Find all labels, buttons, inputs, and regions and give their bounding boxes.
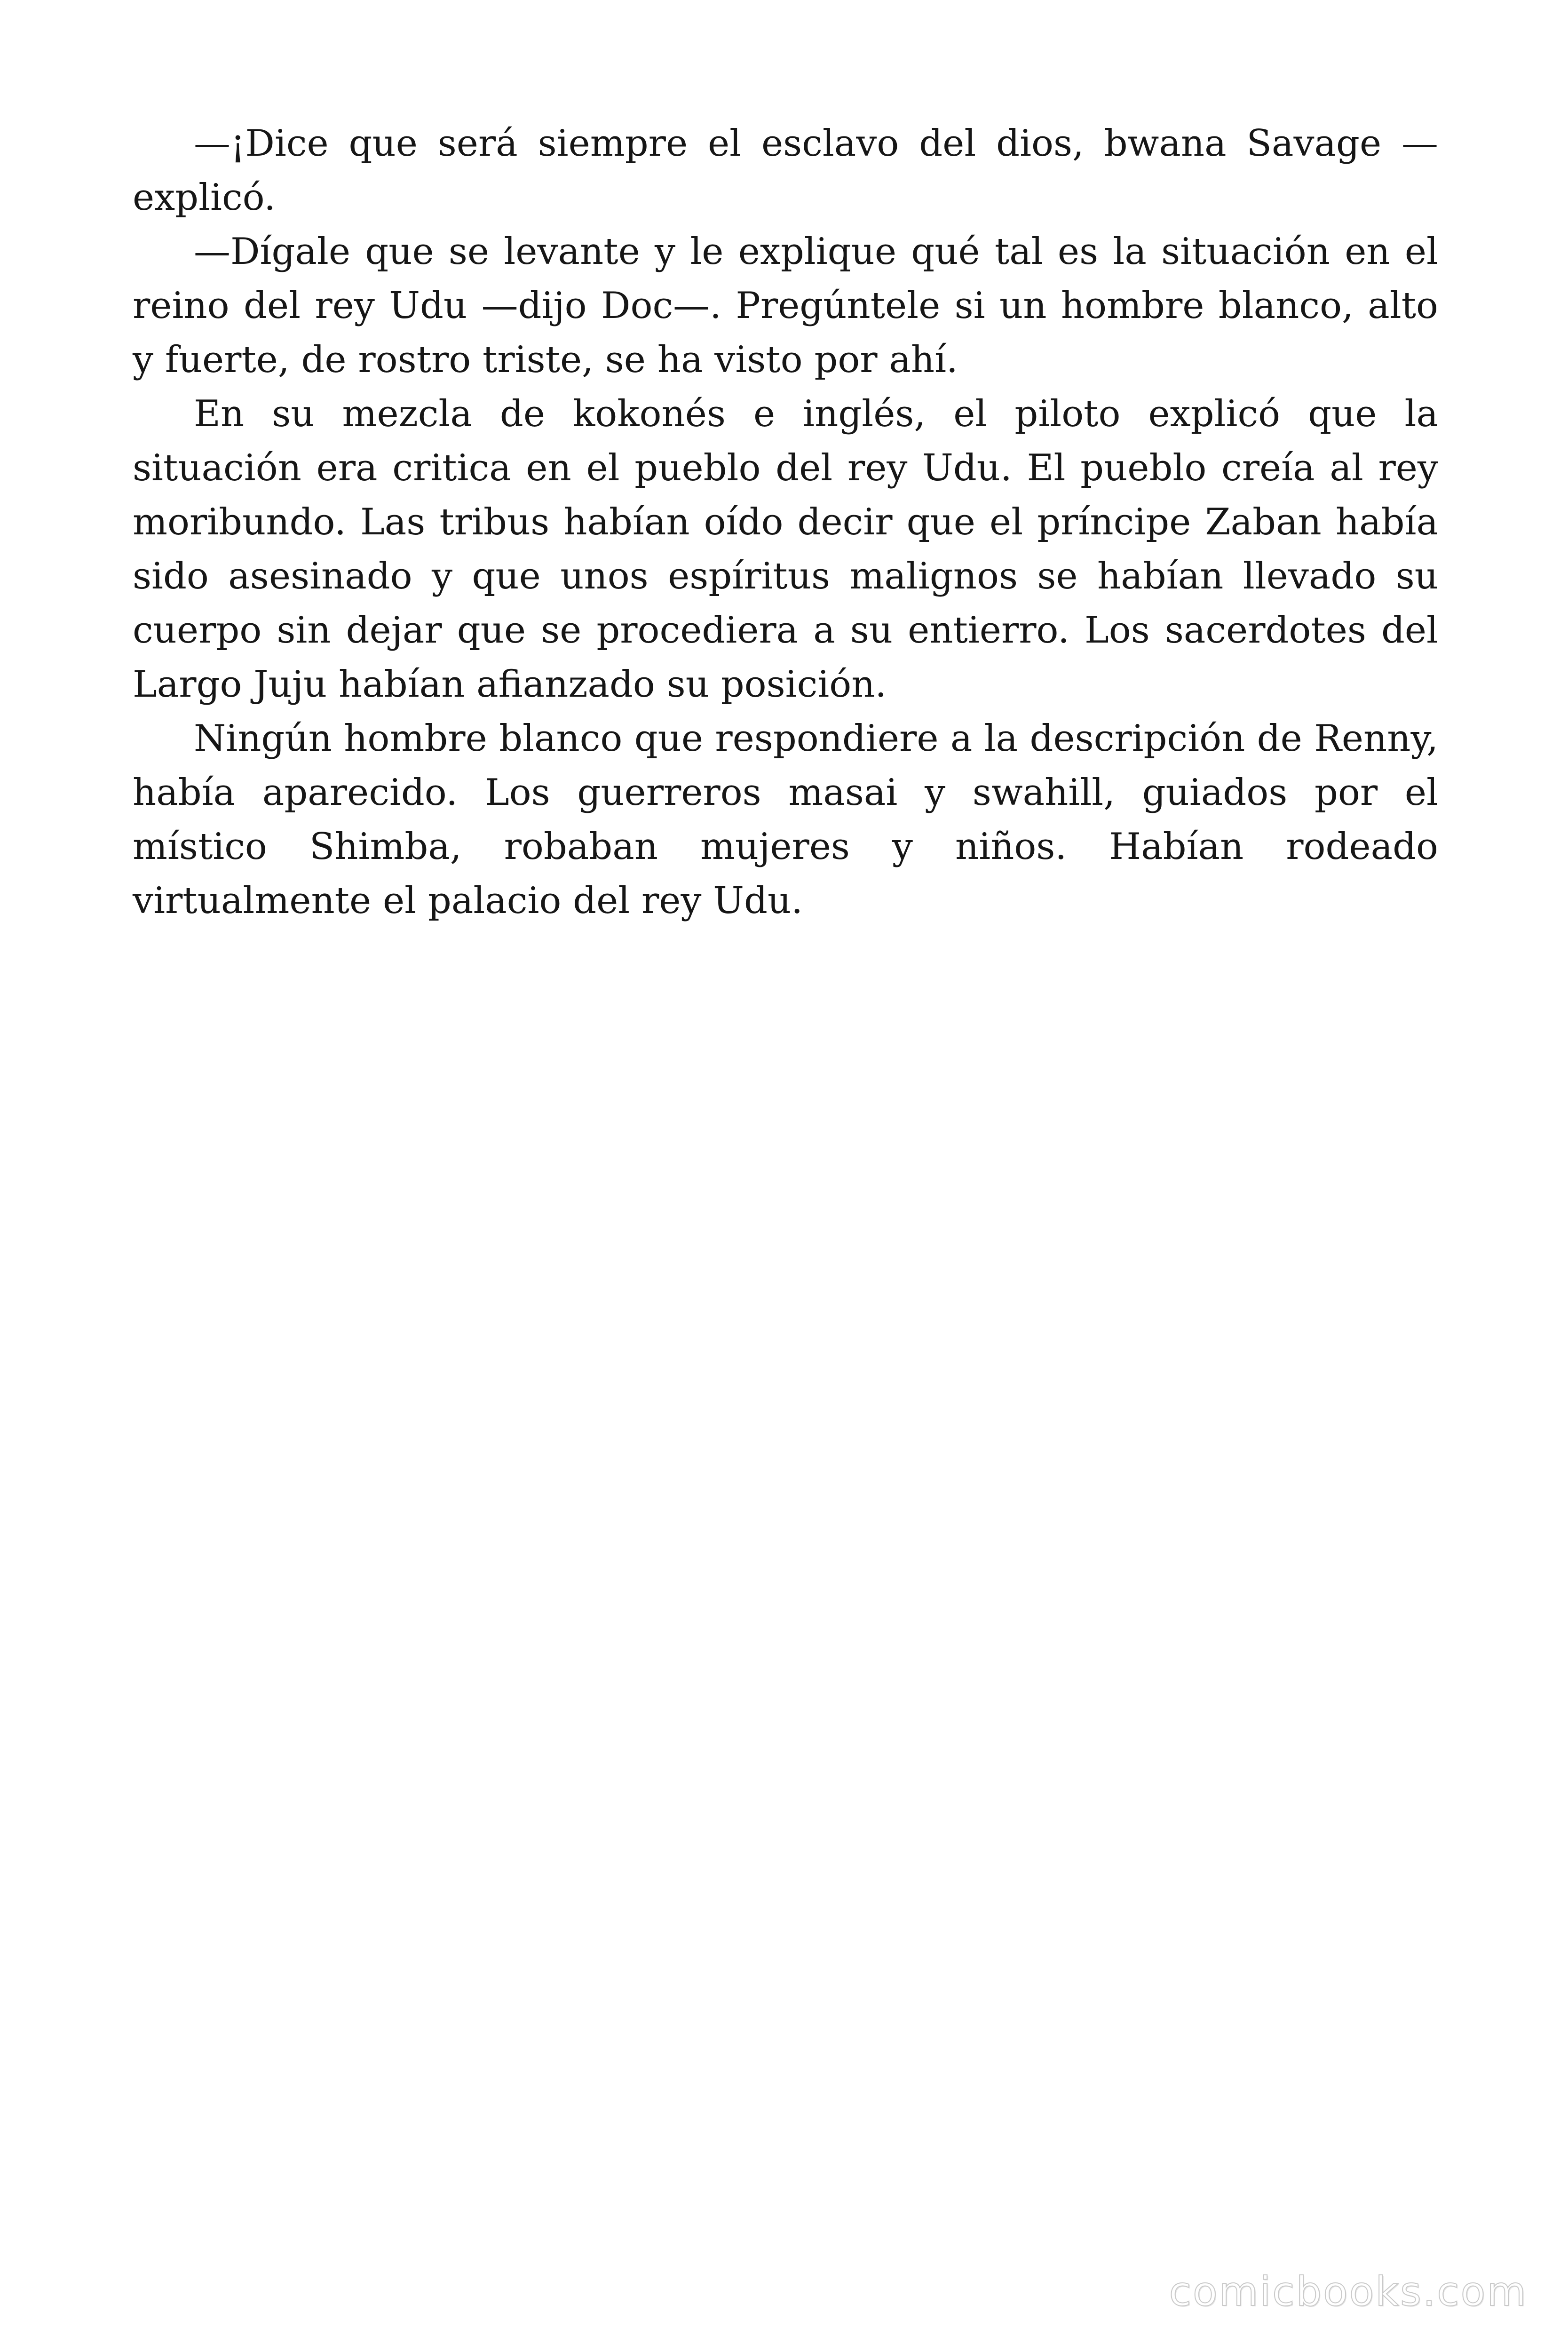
paragraph-2: —Dígale que se levante y le explique qué tal es la situación en el reino del rey Udu —dijo Doc—. Pregúntele si un hombre blanco, alto y fuerte, de rostro triste, se ha visto por ahí. <box>133 230 1438 381</box>
paragraph-3: En su mezcla de kokonés e inglés, el piloto explicó que la situación era critica en el pueblo del rey Udu. El pueblo creía al rey moribundo. Las tribus habían oído decir que el príncipe Zaban había sido asesinado y que unos espíritus malignos se habían llevado su cuerpo sin dejar que se procediera a su entierro. Los sacerdotes del Largo Juju habían afianzado su posición. <box>133 393 1438 706</box>
paragraph-4: Ningún hombre blanco que respondiere a la descripción de Renny, había aparecido. Los guerreros masai y swahill, guiados por el místico Shimba, robaban mujeres y niños. Habían rodeado virtualmente el palacio del rey Udu. <box>133 717 1438 922</box>
body-text <box>133 117 1438 928</box>
watermark-logo: comicbooks.com <box>1169 2268 1528 2315</box>
paragraph-1: —¡Dice que será siempre el esclavo del dios, bwana Savage —explicó. <box>133 122 1438 219</box>
